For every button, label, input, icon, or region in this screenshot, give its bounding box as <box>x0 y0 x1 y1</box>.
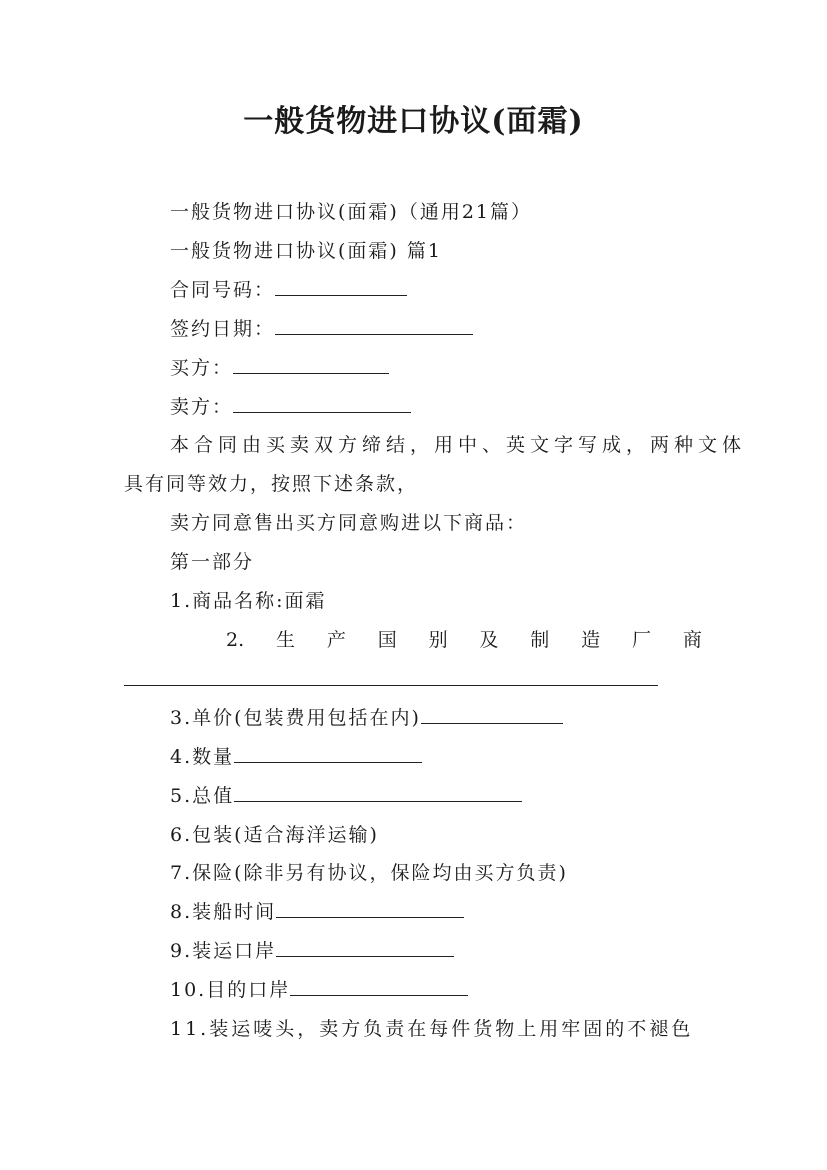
item-2 <box>226 627 702 653</box>
item-2-char: 厂 <box>632 629 652 651</box>
part-one-heading: 第一部分 <box>170 551 255 573</box>
seller-row <box>170 394 411 420</box>
item-8-label: 8.装船时间 <box>170 901 277 923</box>
paragraph-2: 卖方同意售出买方同意购进以下商品： <box>170 512 528 534</box>
item-2-char: 生 <box>275 629 295 651</box>
item-7: 7.保险(除非另有协议，保险均由买方负责) <box>170 862 568 884</box>
sign-date-row <box>170 316 473 342</box>
item-2-char: 制 <box>530 629 550 651</box>
section-heading: 一般货物进口协议(面霜) 篇1 <box>170 240 442 262</box>
item-5-label: 5.总值 <box>170 785 235 807</box>
item-2-char: 别 <box>428 629 448 651</box>
item-2-char: 产 <box>326 629 346 651</box>
item-2-char: 国 <box>377 629 397 651</box>
seller-label: 卖方： <box>170 396 234 418</box>
item-3 <box>170 705 563 731</box>
item-4 <box>170 744 422 770</box>
unit-price-blank <box>421 705 563 724</box>
total-value-blank <box>234 783 522 802</box>
buyer-row <box>170 355 389 381</box>
item-2-char: 2. <box>226 629 245 651</box>
paragraph-1-line-2: 具有同等效力，按照下述条款， <box>124 473 419 495</box>
buyer-label: 买方： <box>170 357 234 379</box>
item-6: 6.包装(适合海洋运输) <box>170 824 379 846</box>
destination-port-blank <box>290 977 468 996</box>
shipment-time-blank <box>276 899 464 918</box>
sign-date-label: 签约日期： <box>170 318 276 340</box>
item-8 <box>170 899 464 925</box>
item-1: 1.商品名称:面霜 <box>170 590 327 612</box>
item-10 <box>170 977 468 1003</box>
item-9-label: 9.装运口岸 <box>170 940 277 962</box>
item-4-label: 4.数量 <box>170 746 235 768</box>
item-11: 11.装运唛头，卖方负责在每件货物上用牢固的不褪色 <box>170 1018 694 1040</box>
manufacturer-blank <box>124 685 658 686</box>
item-2-char: 商 <box>682 629 702 651</box>
contract-number-label: 合同号码： <box>170 279 276 301</box>
sign-date-blank <box>275 316 473 335</box>
loading-port-blank <box>276 938 454 957</box>
buyer-blank <box>233 355 389 374</box>
seller-blank <box>233 394 411 413</box>
document-title: 一般货物进口协议(面霜) <box>243 104 584 139</box>
paragraph-1-line-1: 本合同由买卖双方缔结，用中、英文字写成，两种文体 <box>170 434 747 456</box>
document-subtitle: 一般货物进口协议(面霜)（通用21篇） <box>170 201 533 223</box>
quantity-blank <box>234 744 422 763</box>
item-2-char: 及 <box>479 629 499 651</box>
item-5 <box>170 783 522 809</box>
item-10-label: 10.目的口岸 <box>170 979 291 1001</box>
contract-number-row <box>170 277 407 303</box>
contract-number-blank <box>275 277 407 296</box>
item-9 <box>170 938 454 964</box>
item-2-char: 造 <box>581 629 601 651</box>
item-3-label: 3.单价(包装费用包括在内) <box>170 707 421 729</box>
